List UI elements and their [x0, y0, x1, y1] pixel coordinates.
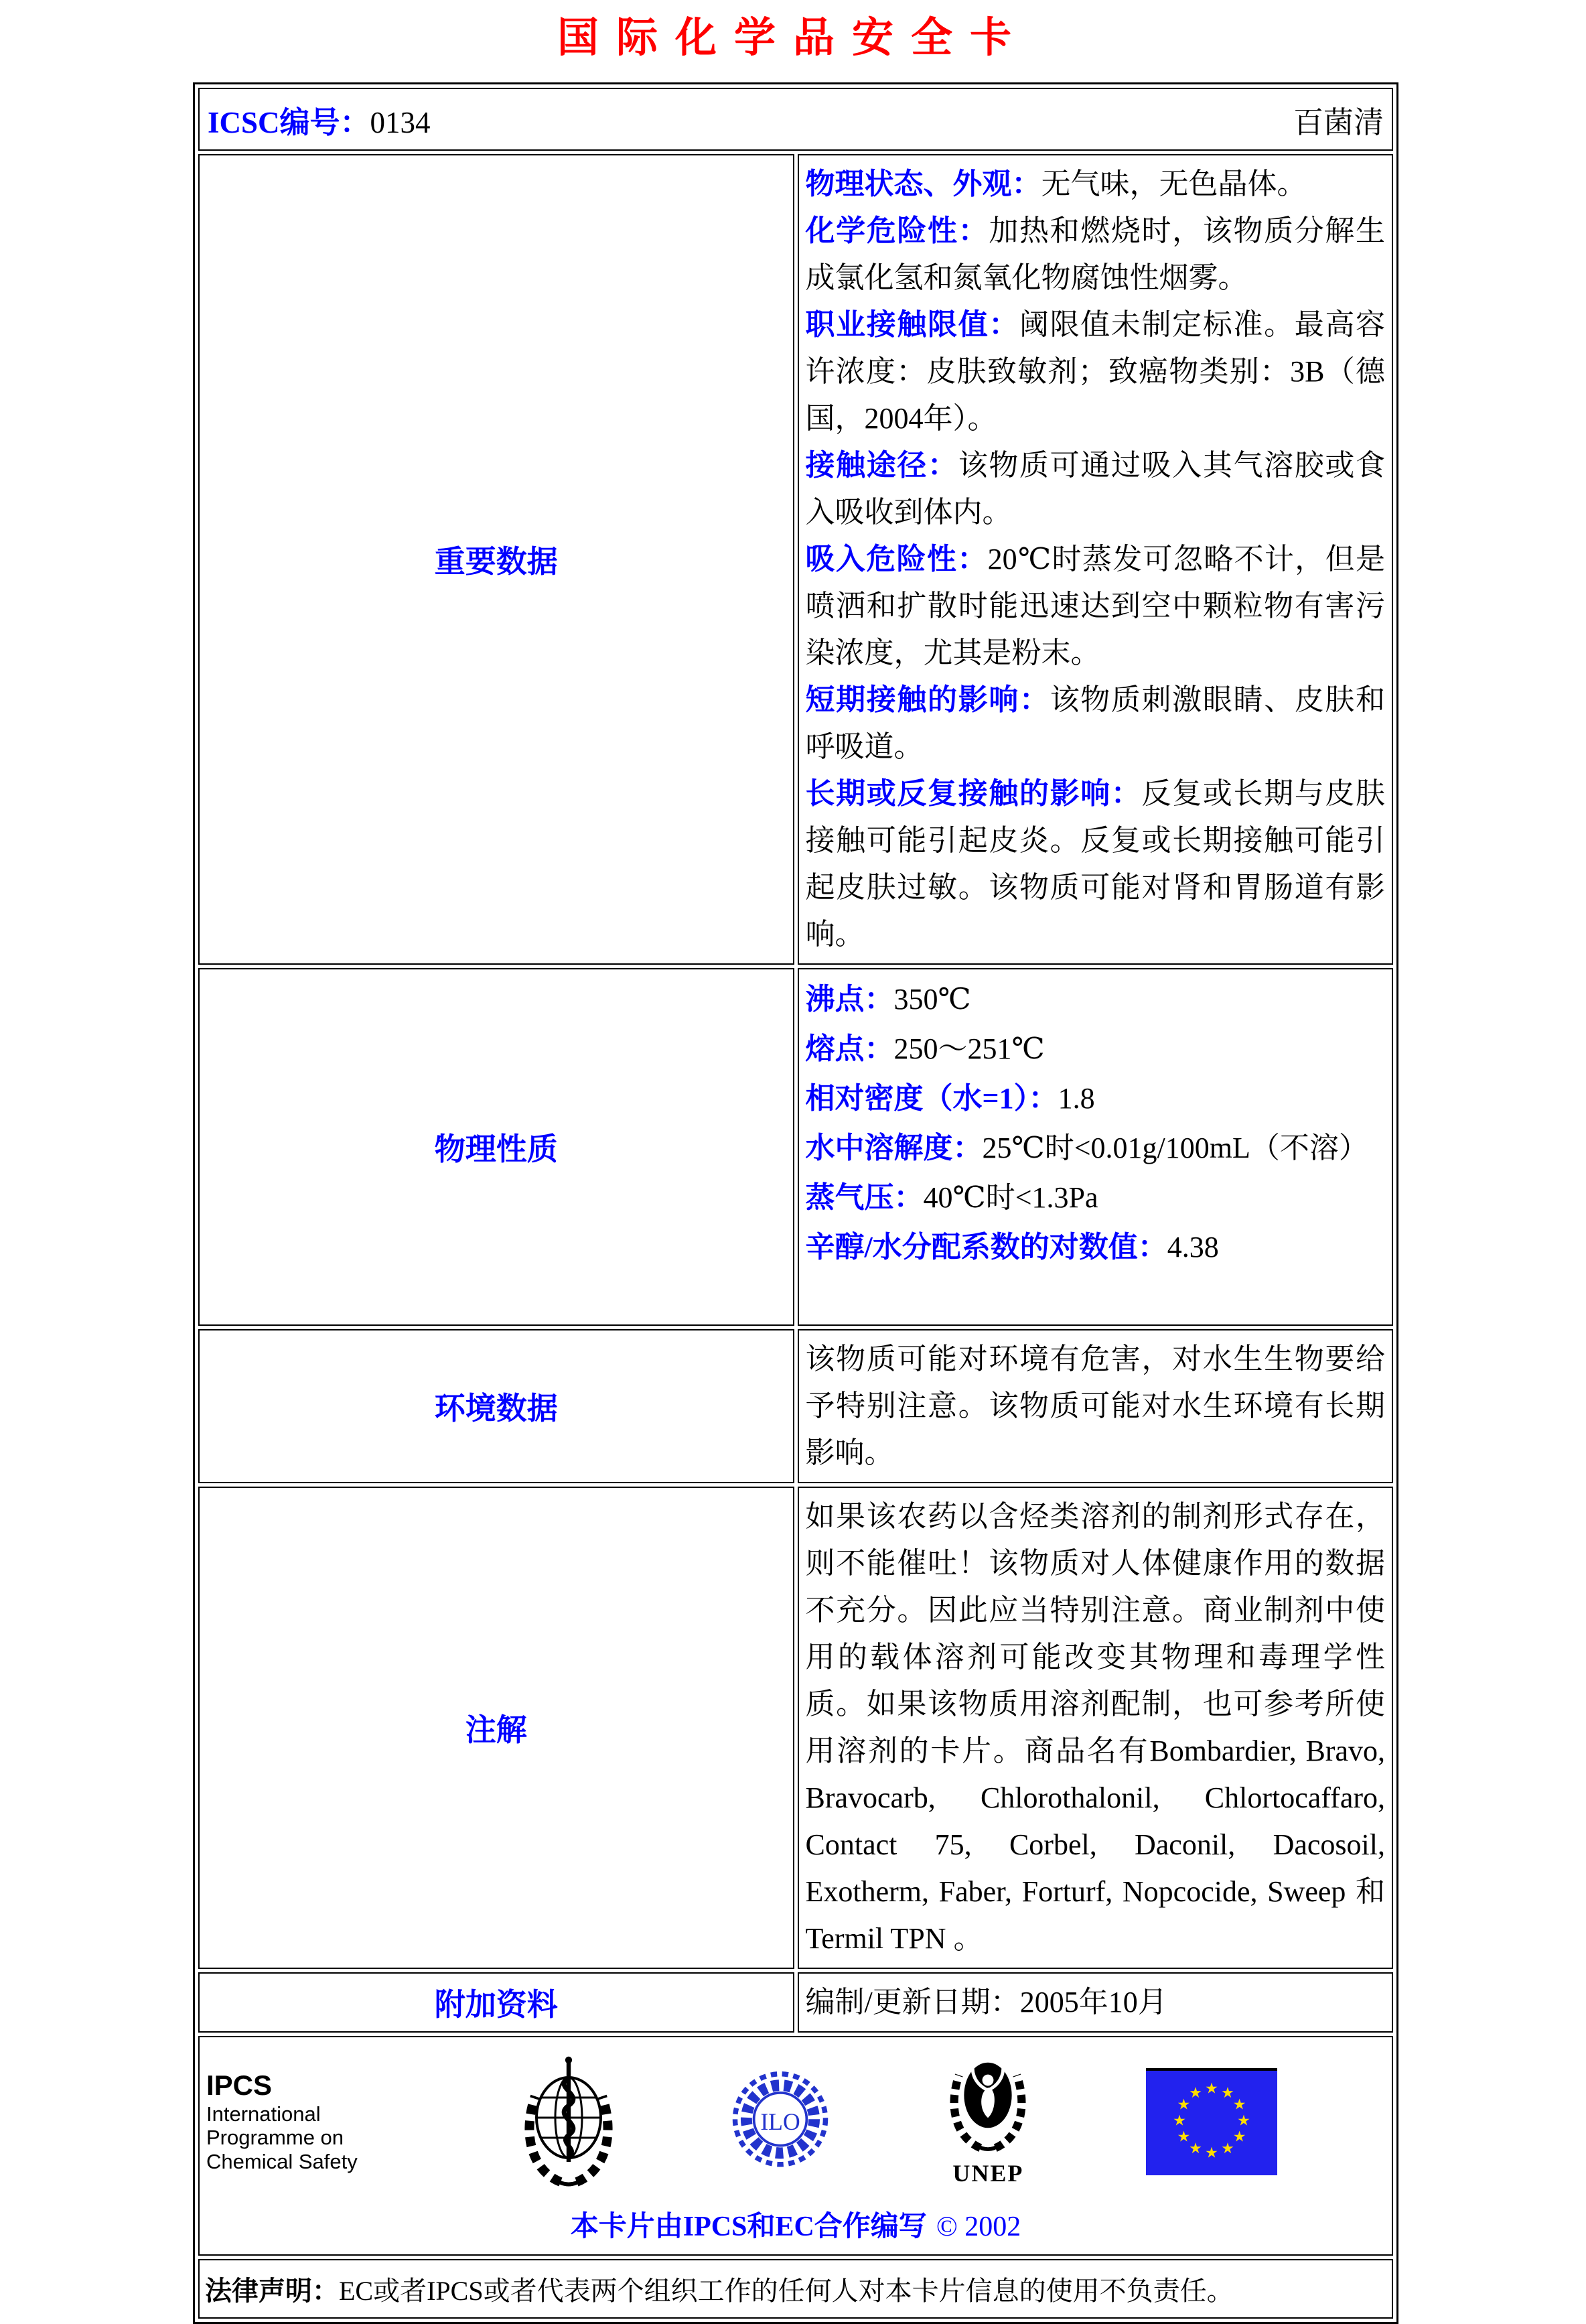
logos-row: [198, 2036, 1393, 2256]
property-label: 相对密度（水=1）：: [805, 1082, 1058, 1115]
property-line: [806, 1074, 1386, 1123]
chemical-name: 百菌清: [1293, 105, 1384, 139]
legal-label: 法律声明：: [205, 2276, 339, 2306]
ipcs-line: International: [206, 2102, 321, 2126]
notes-row: [198, 1487, 1393, 1969]
svg-text:★: ★: [1177, 2128, 1191, 2145]
property-value: 350℃: [893, 983, 971, 1016]
item-text: 无气味，无色晶体。: [1041, 167, 1307, 200]
property-label: 熔点：: [805, 1032, 894, 1065]
svg-text:★: ★: [1173, 2112, 1187, 2129]
item-text: 反复或长期与皮肤接触可能引起皮炎。反复或长期接触可能引起皮肤过敏。该物质可能对肾和胃肠道有影响。: [805, 777, 1386, 951]
svg-text:★: ★: [1232, 2128, 1246, 2145]
important-data-row: [198, 154, 1393, 965]
section-title-physical-properties: 物理性质: [198, 968, 794, 1326]
item-text: 阈限值未制定标准。最高容许浓度：皮肤致敏剂；致癌物类别：3B（德国，2004年）。: [805, 308, 1386, 435]
section-title-additional-info: 附加资料: [198, 1972, 794, 2033]
property-value: 25℃时<0.01g/100mL（不溶）: [982, 1132, 1368, 1164]
section-title-environmental-data: 环境数据: [198, 1329, 794, 1483]
item-label: 长期或反复接触的影响：: [805, 777, 1142, 810]
important-data-item: [806, 208, 1386, 301]
item-label: 物理状态、外观：: [805, 167, 1041, 200]
icsc-number-value: 0134: [370, 105, 431, 139]
property-line: [806, 1223, 1386, 1272]
property-value: 1.8: [1058, 1082, 1095, 1115]
svg-text:★: ★: [1221, 2083, 1235, 2101]
property-line: [806, 975, 1386, 1024]
icsc-number-label: ICSC编号：: [208, 105, 370, 139]
item-label: 职业接触限值：: [805, 308, 1019, 341]
item-label: 短期接触的影响：: [805, 683, 1050, 716]
item-text: 加热和燃烧时，该物质分解生成氯化氢和氮氧化物腐蚀性烟雾。: [805, 214, 1386, 294]
important-data-item: [806, 770, 1386, 958]
item-text: 该物质可通过吸入其气溶胶或食入吸收到体内。: [805, 449, 1386, 529]
property-line: [806, 1173, 1386, 1223]
svg-text:★: ★: [1189, 2140, 1203, 2157]
logos-section: [200, 2037, 1392, 2254]
svg-text:★: ★: [1205, 2144, 1219, 2161]
ilo-logo-icon: [730, 2058, 831, 2185]
unep-logo-icon: [938, 2047, 1038, 2197]
update-date-value: 2005年10月: [1019, 1986, 1167, 2019]
important-data-content: [799, 155, 1392, 963]
unep-logo-text: UNEP: [952, 2160, 1024, 2187]
physical-properties-content: [799, 969, 1392, 1324]
item-label: 化学危险性：: [805, 214, 989, 247]
environmental-data-row: [198, 1329, 1393, 1483]
additional-info-row: [198, 1972, 1393, 2033]
property-line: [806, 1123, 1386, 1173]
property-line: [806, 1024, 1386, 1074]
important-data-item: [806, 677, 1386, 770]
section-title-important-data: 重要数据: [198, 154, 794, 965]
important-data-item: [806, 442, 1386, 536]
legal-row: [198, 2259, 1393, 2319]
update-date-label: 编制/更新日期：: [805, 1986, 1020, 2019]
copyright-text: © 2002: [936, 2211, 1021, 2242]
property-label: 辛醇/水分配系数的对数值：: [805, 1231, 1167, 1263]
property-label: 水中溶解度：: [805, 1132, 983, 1164]
property-value: 250～251℃: [893, 1032, 1045, 1065]
property-value: 4.38: [1167, 1231, 1219, 1263]
svg-text:★: ★: [1205, 2079, 1219, 2097]
icsc-number-group: [208, 98, 431, 141]
item-label: 吸入危险性：: [805, 543, 988, 575]
important-data-item: [806, 161, 1386, 208]
physical-properties-row: [198, 968, 1393, 1326]
svg-text:★: ★: [1189, 2083, 1203, 2101]
icsc-card-table: [193, 82, 1398, 2324]
svg-text:★: ★: [1177, 2096, 1191, 2113]
ipcs-text-block: [206, 2069, 407, 2173]
property-label: 沸点：: [805, 983, 894, 1016]
notes-content: [799, 1488, 1392, 1968]
environmental-data-content: [799, 1330, 1392, 1482]
svg-text:★: ★: [1221, 2140, 1235, 2157]
important-data-item: [806, 301, 1386, 442]
svg-text:★: ★: [1237, 2112, 1251, 2129]
item-label: 接触途径：: [805, 449, 958, 482]
header-row: [198, 88, 1393, 151]
ipcs-line: Chemical Safety: [206, 2149, 358, 2173]
eu-flag-icon: [1146, 2068, 1277, 2175]
ipcs-abbr: IPCS: [206, 2069, 273, 2102]
important-data-item: [806, 536, 1386, 677]
svg-text:★: ★: [1232, 2096, 1246, 2113]
cooperation-caption-text: 本卡片由IPCS和EC合作编写: [570, 2211, 927, 2242]
property-label: 蒸气压：: [805, 1181, 924, 1214]
who-logo-icon: [515, 2055, 622, 2189]
environmental-data-text: 该物质可能对环境有危害，对水生生物要给予特别注意。该物质可能对水生环境有长期影响。: [805, 1343, 1385, 1469]
notes-text: 如果该农药以含烃类溶剂的制剂形式存在，则不能催吐！该物质对人体健康作用的数据不充分。因此应当特别注意。商业制剂中使用的载体溶剂可能改变其物理和毒理学性质。如果该物质用溶剂配制，也可参考所使用溶剂的卡片。商品名有Bombardier, Bravo, Bravocarb, Chlorothalonil, Chlortocaffaro, Contact 75, Corbel, Daconil, Dacosoil, Exotherm, Faber, Forturf, Nopcocide, Sweep 和 Termil TPN 。: [805, 1500, 1385, 1955]
legal-text: EC或者IPCS或者代表两个组织工作的任何人对本卡片信息的使用不负责任。: [339, 2276, 1234, 2306]
page-title: 国际化学品安全卡: [557, 15, 1029, 61]
ipcs-line: Programme on: [206, 2126, 344, 2150]
item-text: 20℃时蒸发可忽略不计，但是喷洒和扩散时能迅速达到空中颗粒物有害污染浓度，尤其是粉末。: [805, 543, 1385, 669]
ilo-logo-text: ILO: [760, 2108, 800, 2135]
legal-notice: [200, 2260, 1392, 2317]
section-title-notes: 注解: [198, 1487, 794, 1969]
additional-info-content: [799, 1974, 1392, 2031]
item-text: 该物质刺激眼睛、皮肤和呼吸道。: [805, 683, 1386, 763]
cooperation-caption: [206, 2203, 1385, 2250]
property-value: 40℃时<1.3Pa: [923, 1181, 1098, 1214]
